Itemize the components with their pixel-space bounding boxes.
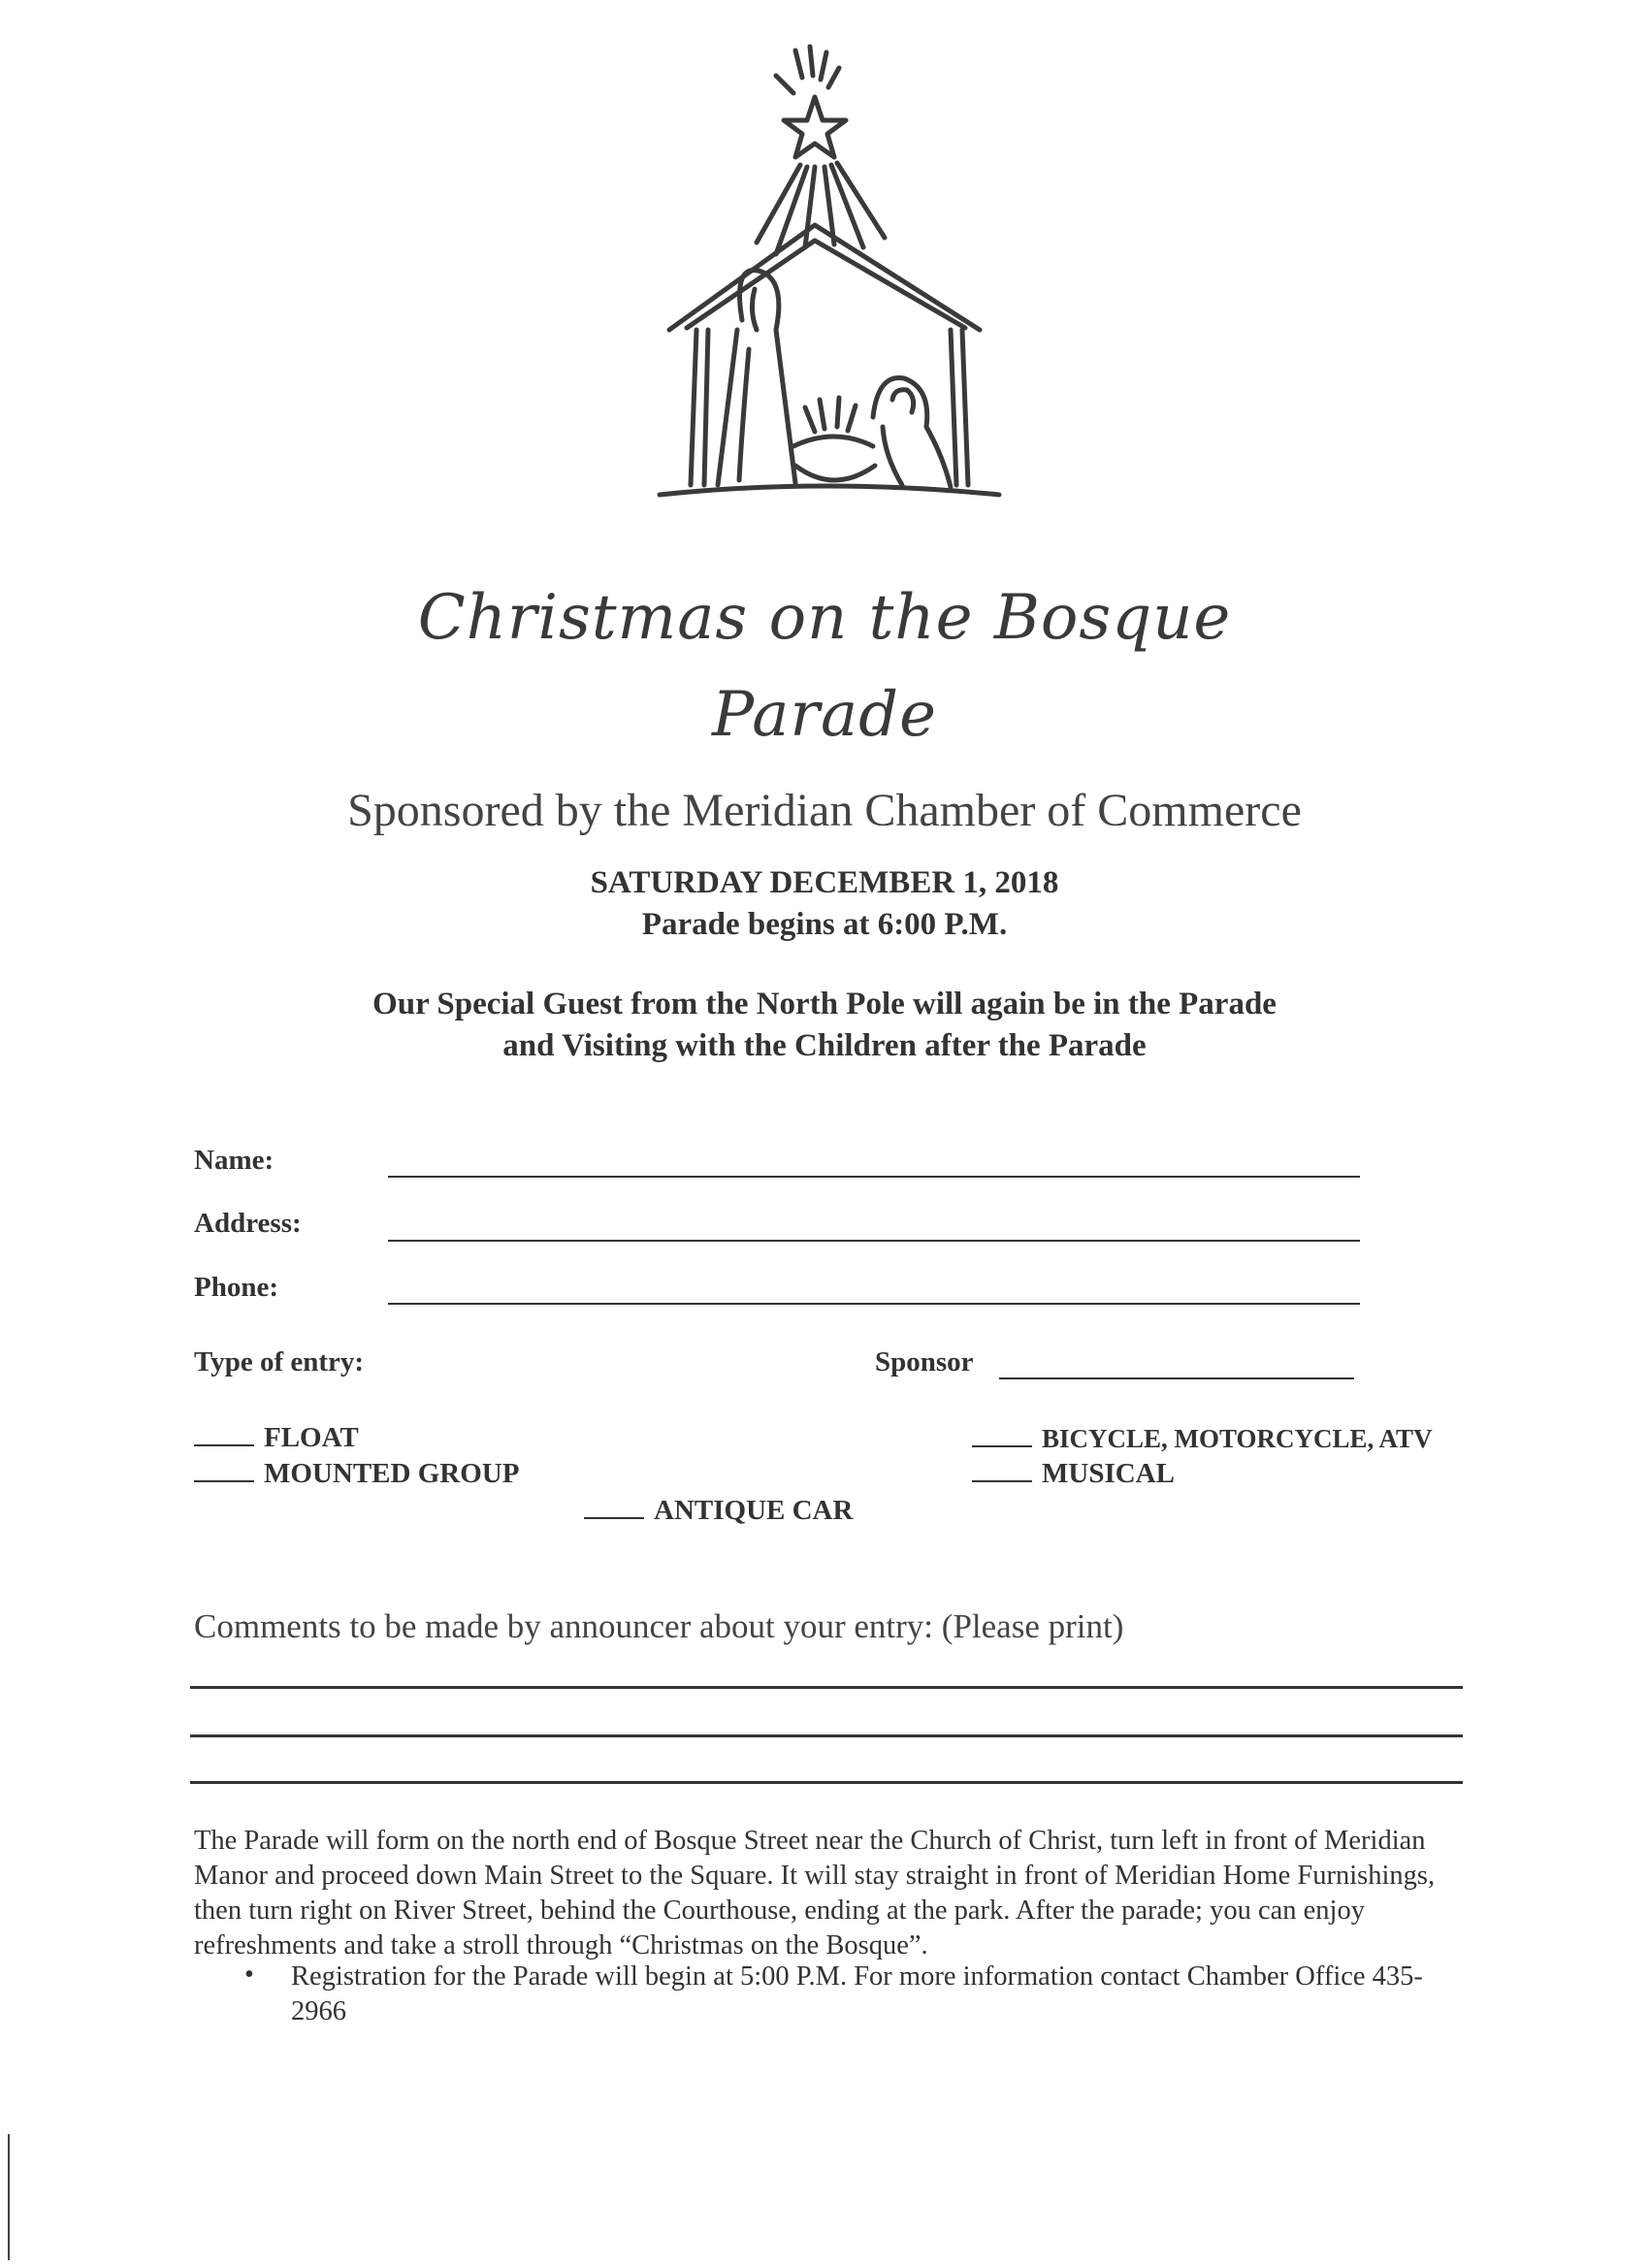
entry-option-mounted-group[interactable] bbox=[194, 1458, 519, 1490]
sponsor-label: Sponsor bbox=[875, 1346, 974, 1377]
bullet: • bbox=[244, 1960, 254, 1990]
antique-car-checkbox[interactable] bbox=[584, 1517, 644, 1519]
phone-field[interactable] bbox=[388, 1303, 1360, 1305]
musical-label: MUSICAL bbox=[1042, 1458, 1175, 1489]
page-title: Christmas on the Bosque bbox=[417, 582, 1232, 654]
address-label: Address: bbox=[194, 1208, 302, 1239]
entry-option-float[interactable] bbox=[194, 1422, 359, 1454]
event-time: Parade begins at 6:00 P.M. bbox=[641, 907, 1008, 942]
registration-info: Registration for the Parade will begin at 5:00 P.M. For more information contact Chamber Office 435-2966 bbox=[291, 1961, 1423, 2026]
comments-line[interactable] bbox=[190, 1686, 1463, 1689]
address-field[interactable] bbox=[388, 1240, 1360, 1242]
name-field[interactable] bbox=[388, 1176, 1360, 1178]
nativity-scene-icon bbox=[640, 39, 1009, 504]
special-guest-line1: Our Special Guest from the North Pole will again be in the Parade bbox=[372, 987, 1277, 1021]
musical-checkbox[interactable] bbox=[972, 1480, 1032, 1482]
float-label: FLOAT bbox=[264, 1422, 359, 1453]
mounted-group-label: MOUNTED GROUP bbox=[264, 1458, 520, 1489]
entry-type-label: Type of entry: bbox=[194, 1346, 365, 1377]
entry-option-antique-car[interactable] bbox=[584, 1495, 853, 1527]
sponsor-field[interactable] bbox=[999, 1377, 1354, 1379]
antique-car-label: ANTIQUE CAR bbox=[654, 1495, 854, 1526]
comments-label: Comments to be made by announcer about your entry: (Please print) bbox=[194, 1607, 1124, 1645]
page-title-line2: Parade bbox=[712, 679, 937, 751]
entry-option-bicycle[interactable] bbox=[972, 1424, 1433, 1454]
bicycle-label: BICYCLE, MOTORCYCLE, ATV bbox=[1042, 1424, 1433, 1453]
event-date: SATURDAY DECEMBER 1, 2018 bbox=[590, 865, 1059, 900]
phone-label: Phone: bbox=[194, 1272, 278, 1303]
scan-edge-mark bbox=[8, 2134, 10, 2260]
sponsor-line: Sponsored by the Meridian Chamber of Commerce bbox=[347, 785, 1302, 836]
comments-line[interactable] bbox=[190, 1781, 1463, 1784]
name-label: Name: bbox=[194, 1145, 275, 1176]
route-description: The Parade will form on the north end of Bosque Street near the Church of Christ, turn left in front of Meridian Manor and proceed down Main Street to the Square. It will stay straight in front of Meridian Home Furnishings, then turn right on River Street, behind the Courthouse, ending at the park. After the parade; you can enjoy refreshments and take a stroll through “Christmas on the Bosque”. bbox=[194, 1826, 1436, 1960]
float-checkbox[interactable] bbox=[194, 1444, 254, 1446]
comments-line[interactable] bbox=[190, 1734, 1463, 1737]
special-guest-line2: and Visiting with the Children after the Parade bbox=[502, 1028, 1147, 1063]
bicycle-checkbox[interactable] bbox=[972, 1445, 1032, 1447]
entry-option-musical[interactable] bbox=[972, 1458, 1175, 1490]
mounted-group-checkbox[interactable] bbox=[194, 1480, 254, 1482]
